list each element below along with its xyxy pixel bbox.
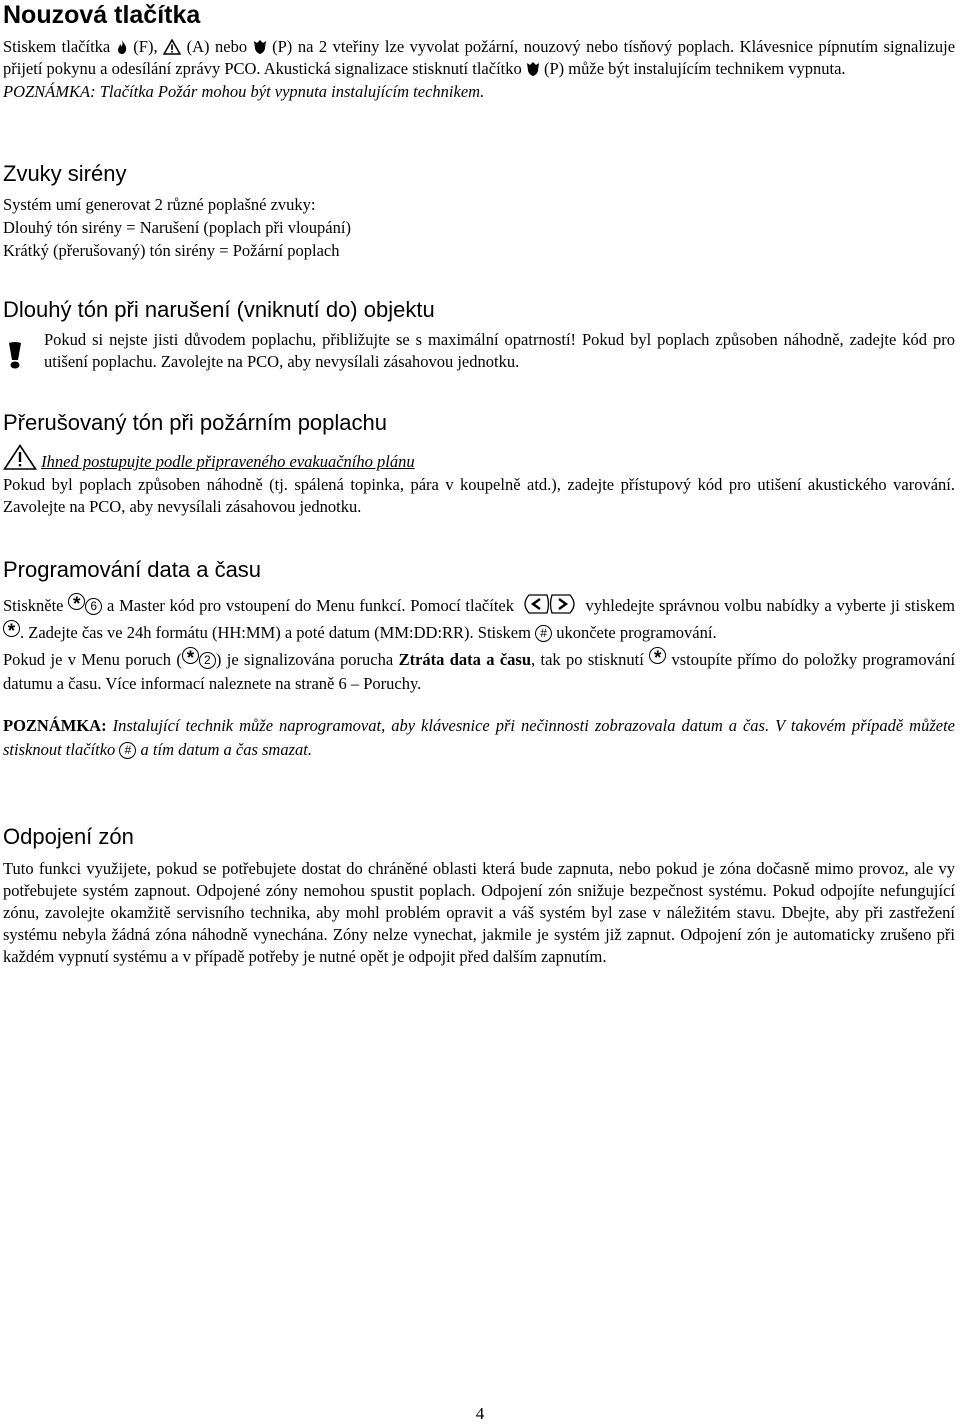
bold-text: Ztráta data a času [398,650,532,669]
text-run: vyhledejte správnou volbu nabídky a vyberte ji stiskem [585,596,956,615]
star-key-icon: * [182,647,199,664]
siren-line: Dlouhý tón sirény = Narušení (poplach při vloupání) [3,218,351,237]
text-run: (F), [133,37,158,56]
fault-paragraph [3,647,955,696]
section-title-zone-bypass: Odpojení zón [3,824,134,849]
note-text: Instalující technik může naprogramovat, aby klávesnice při nečinnosti zobrazovala datum a čas. V takovém případě můžete stisknout tlačítko [3,716,955,759]
fire-icon [116,39,128,55]
evacuation-line [3,444,955,473]
six-key-icon: 6 [85,598,102,615]
police-badge-icon [253,39,267,55]
date-time-paragraph [3,592,955,646]
text-run: (P) na 2 vteřiny lze vyvolat požární, nouzový nebo tísňový poplach. Klávesnice pípnutím signalizuje přijetí pokynu a odesílání zprávy PCO. Akustická signalizace stisknutí tlačítko [3,37,956,78]
text-run: vstoupíte přímo do položky programování datumu a času. Více informací naleznete na straně 6 – Poruchy. [3,650,956,693]
hash-key-icon: # [119,742,136,759]
text-run: (P) může být instalujícím technikem vypnuta. [544,59,846,78]
two-key-icon: 2 [199,652,216,669]
star-key-icon: * [649,647,666,664]
date-note [3,714,955,762]
evacuation-text: Ihned postupujte podle připraveného evakuačního plánu [41,452,415,471]
emergency-paragraph [3,36,955,80]
text-run: Stiskem tlačítka [3,37,111,56]
note-label: POZNÁMKA: [3,82,96,101]
section-title-emergency-buttons: Nouzová tlačítka [3,1,201,29]
text-run: ukončete programování. [556,623,717,642]
hash-key-icon: # [535,625,552,642]
section-title-long-tone: Dlouhý tón při narušení (vniknutí do) objektu [3,297,435,322]
arrow-keys-icon [519,593,581,615]
warning-triangle-icon [163,39,181,55]
note-text: a tím datum a čas smazat. [140,740,312,759]
intrusion-text: Pokud si nejste jisti důvodem poplachu, přibližujte se s maximální opatrností! Pokud byl poplach způsoben náhodně, zadejte kód pro utišení poplachu. Zavolejte na PCO, aby nevysílali zásahovou jednotku. [44,330,955,371]
section-title-fire-tone: Přerušovaný tón při požárním poplachu [3,410,387,435]
text-run: . Zadejte čas ve 24h formátu (HH:MM) a poté datum (MM:DD:RR). Stiskem [20,623,531,642]
note [3,81,955,103]
star-key-icon: * [68,593,85,610]
note-text: Tlačítka Požár mohou být vypnuta instalujícím technikem. [99,82,485,101]
text-run: (A) nebo [186,37,248,56]
siren-line: Krátký (přerušovaný) tón sirény = Požární poplach [3,241,340,260]
section-title-siren-sounds: Zvuky sirény [3,161,127,186]
text-run: ) je signalizována porucha [215,650,394,669]
warning-triangle-icon [3,444,37,470]
police-badge-icon [526,61,540,77]
text-run: a Master kód pro vstoupení do Menu funkcí. Pomocí tlačítek [107,596,514,615]
text-run: Stiskněte [3,596,64,615]
intrusion-warning [3,329,955,373]
star-key-icon: * [3,620,20,637]
exclamation-icon [3,341,27,369]
text-run: Pokud je v Menu poruch ( [3,650,182,669]
note-label: POZNÁMKA: [3,716,107,735]
page-number: 4 [475,1404,485,1423]
fire-text: Pokud byl poplach způsoben náhodně (tj. spálená topinka, pára v koupelně atd.), zadejte přístupový kód pro utišení akustického varování. Zavolejte na PCO, aby nevysílali zásahovou jednotku. [3,475,955,516]
section-title-date-time: Programování data a času [3,557,262,582]
zone-bypass-text: Tuto funkci využijete, pokud se potřebujete dostat do chráněné oblasti která bude zapnuta, nebo pokud je zóna dočasně mimo provoz, ale vy potřebujete systém zapnout. Odpojené zóny nemohou spustit poplach. Odpojení zón snižuje bezpečnost systému. Pokud odpojíte nefungující zónu, zavolejte okamžitě servisního technika, aby mohl problém opravit a váš systém byl zase v náležitém stavu. Dbejte, aby při zastřežení systému nebyla žádná zóna náhodně vynechána. Zóny nelze vynechat, jakmile je systém již zapnut. Odpojení zón je automaticky zrušeno při každém vypnutí systému a v případě potřeby je nutné opět je odpojit před dalším zapnutím. [3,859,955,966]
text-run: , tak po stisknutí [531,650,644,669]
siren-line: Systém umí generovat 2 různé poplašné zvuky: [3,195,316,214]
